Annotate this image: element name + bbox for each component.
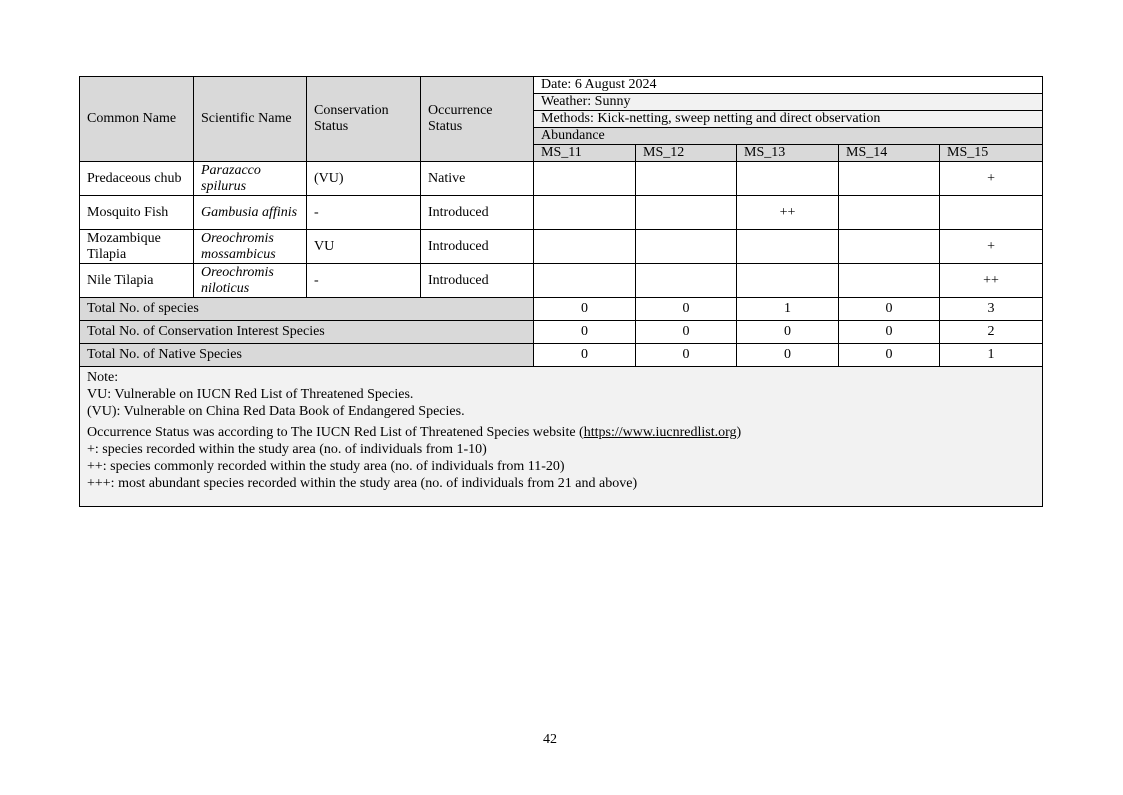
totals-row [80,298,1043,321]
total-value-cell: 0 [839,321,940,344]
scientific-name-cell: Oreochromis niloticus [194,264,307,298]
table-row [80,230,1043,264]
abundance-cell [636,264,737,298]
abundance-cell: ++ [940,264,1043,298]
header-date: Date: 6 August 2024 [534,77,1043,94]
occurrence-status-cell: Native [421,162,534,196]
note-occurrence-suffix: ) [736,425,742,440]
conservation-status-cell: - [307,196,421,230]
header-occurrence-status: Occurrence Status [421,77,534,162]
occurrence-status-cell: Introduced [421,264,534,298]
total-value-cell: 0 [534,344,636,367]
abundance-cell [636,162,737,196]
header-site-ms12: MS_12 [636,145,737,162]
page-number: 42 [543,732,557,747]
header-site-ms11: MS_11 [534,145,636,162]
iucn-link[interactable]: https://www.iucnredlist.org [583,425,737,440]
note-plus1: +: species recorded within the study area (no. of individuals from 1-10) [87,442,487,457]
total-value-cell: 0 [636,298,737,321]
total-value-cell: 1 [737,298,839,321]
note-title: Note: [87,370,119,385]
table-row [80,196,1043,230]
common-name-cell: Predaceous chub [80,162,194,196]
header-site-ms13: MS_13 [737,145,839,162]
abundance-cell [839,264,940,298]
common-name-cell: Mozambique Tilapia [80,230,194,264]
note-plus2: ++: species commonly recorded within the study area (no. of individuals from 11-20) [87,459,565,474]
abundance-cell [737,230,839,264]
abundance-cell [636,196,737,230]
total-value-cell: 0 [737,344,839,367]
header-weather: Weather: Sunny [534,94,1043,111]
conservation-status-cell: - [307,264,421,298]
abundance-cell: ++ [737,196,839,230]
abundance-cell [839,196,940,230]
abundance-cell [839,230,940,264]
abundance-cell: + [940,230,1043,264]
table-row [80,162,1043,196]
fish-survey-table [79,76,1043,507]
total-value-cell: 3 [940,298,1043,321]
abundance-cell: + [940,162,1043,196]
header-scientific-name: Scientific Name [194,77,307,162]
common-name-cell: Nile Tilapia [80,264,194,298]
total-value-cell: 0 [636,344,737,367]
abundance-cell [940,196,1043,230]
total-value-cell: 0 [534,298,636,321]
totals-row [80,321,1043,344]
table-row [80,264,1043,298]
note-plus3: +++: most abundant species recorded within the study area (no. of individuals from 21 and above) [87,476,638,491]
total-species-label: Total No. of species [80,298,534,321]
abundance-cell [839,162,940,196]
total-value-cell: 0 [737,321,839,344]
abundance-cell [534,264,636,298]
occurrence-status-cell: Introduced [421,196,534,230]
total-value-cell: 0 [839,344,940,367]
header-abundance: Abundance [534,128,1043,145]
header-common-name: Common Name [80,77,194,162]
common-name-cell: Mosquito Fish [80,196,194,230]
abundance-cell [737,162,839,196]
scientific-name-cell: Gambusia affinis [194,196,307,230]
abundance-cell [737,264,839,298]
abundance-cell [636,230,737,264]
abundance-cell [534,196,636,230]
abundance-cell [534,230,636,264]
header-conservation-status: Conservation Status [307,77,421,162]
total-value-cell: 0 [636,321,737,344]
note-occurrence [87,424,1035,441]
total-value-cell: 2 [940,321,1043,344]
total-value-cell: 0 [534,321,636,344]
occurrence-status-cell: Introduced [421,230,534,264]
note-vu: VU: Vulnerable on IUCN Red List of Threatened Species. [87,387,414,402]
total-value-cell: 1 [940,344,1043,367]
total-native-label: Total No. of Native Species [80,344,534,367]
scientific-name-cell: Parazacco spilurus [194,162,307,196]
note-row [80,367,1043,507]
header-site-ms14: MS_14 [839,145,940,162]
scientific-name-cell: Oreochromis mossambicus [194,230,307,264]
header-site-ms15: MS_15 [940,145,1043,162]
total-value-cell: 0 [839,298,940,321]
conservation-status-cell: (VU) [307,162,421,196]
header-methods: Methods: Kick-netting, sweep netting and direct observation [534,111,1043,128]
conservation-status-cell: VU [307,230,421,264]
totals-row [80,344,1043,367]
note-vu-china: (VU): Vulnerable on China Red Data Book of Endangered Species. [87,404,465,419]
total-conservation-label: Total No. of Conservation Interest Species [80,321,534,344]
abundance-cell [534,162,636,196]
note-occurrence-prefix: Occurrence Status was according to The IUCN Red List of Threatened Species website ( [87,425,584,440]
note-cell [80,367,1043,507]
